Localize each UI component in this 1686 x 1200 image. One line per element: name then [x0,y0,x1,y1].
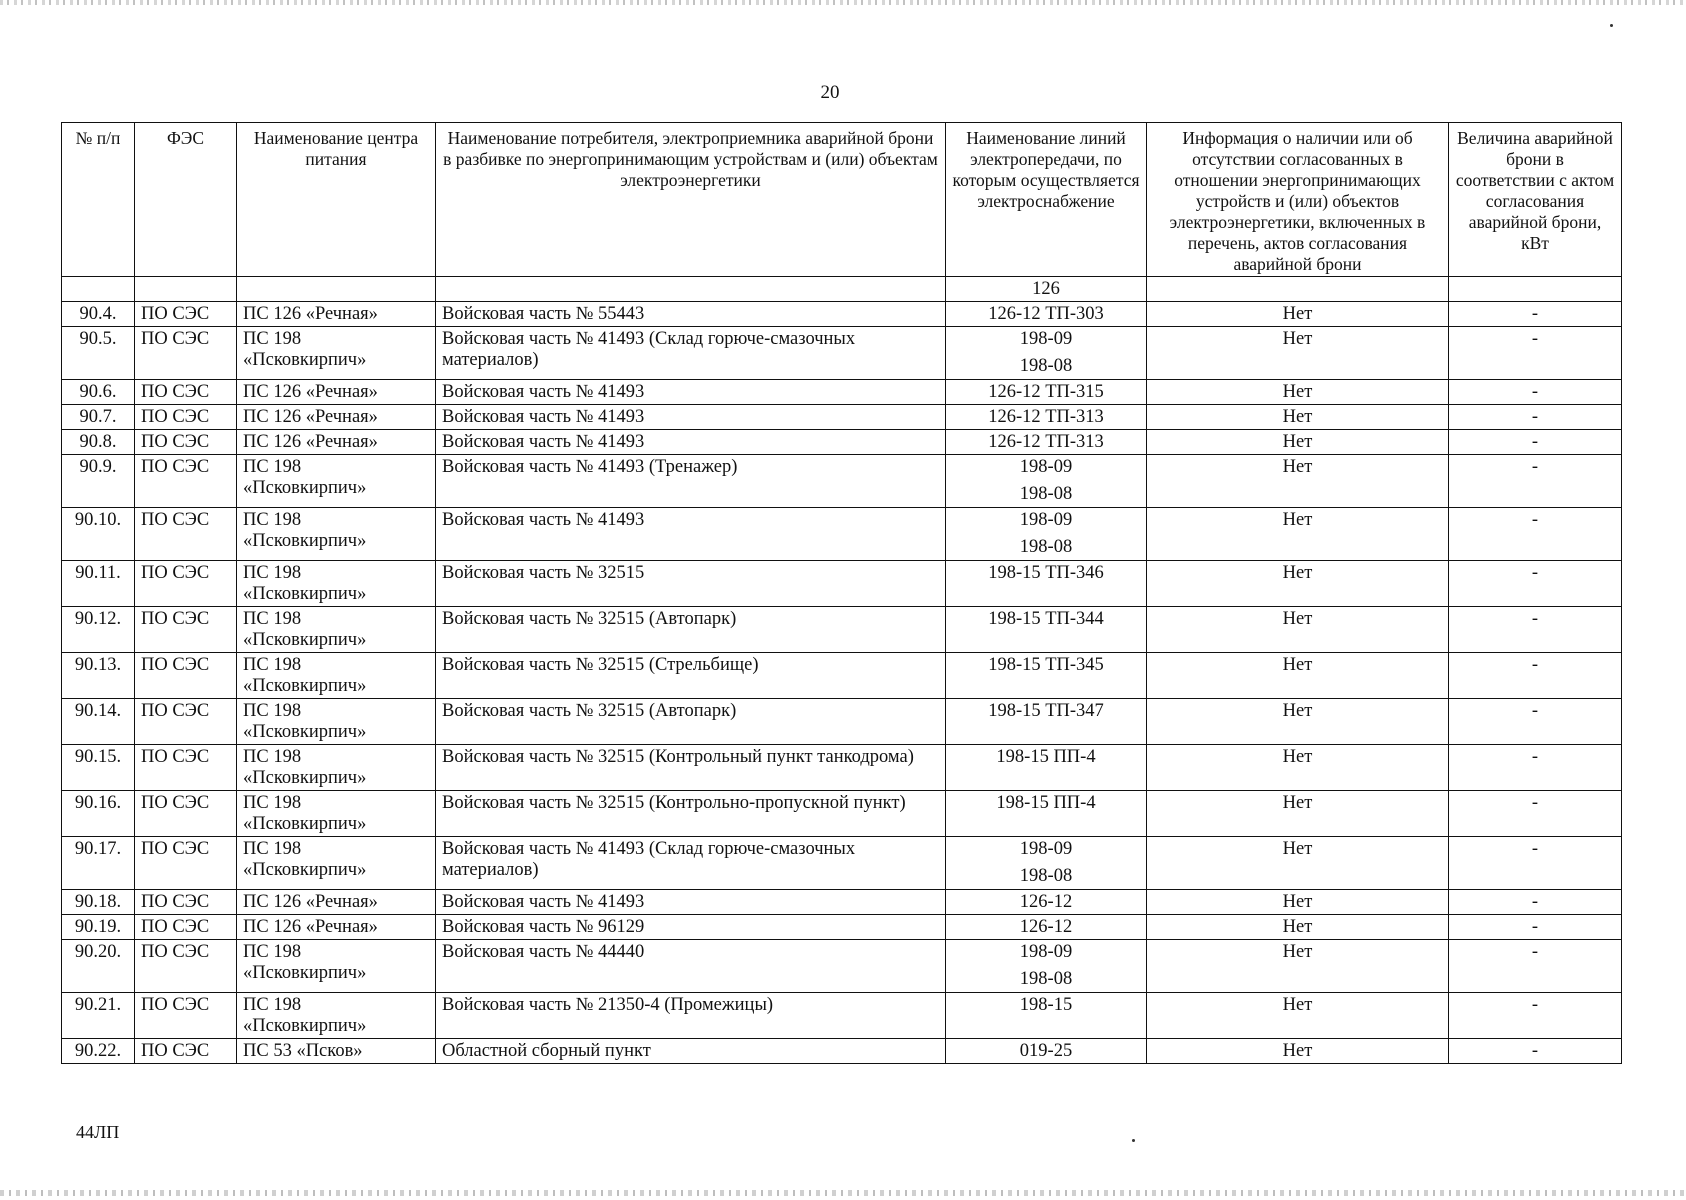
row-lines [946,405,1147,430]
table-row [62,430,1622,455]
row-number: 90.17. [62,837,135,890]
row-center: ПС 198 «Псковкирпич» [237,561,436,607]
header-lines: Наименование линий электропередачи, по которым осуществляется электроснабжение [946,123,1147,277]
row-fes: ПО СЭС [135,653,237,699]
row-number: 90.20. [62,940,135,993]
table-row [62,993,1622,1039]
row-value: - [1449,1039,1622,1064]
table-row [62,653,1622,699]
row-lines [946,993,1147,1039]
row-info: Нет [1147,561,1449,607]
row-line-name: 198-15 ТП-347 [988,701,1104,721]
row-center: ПС 198 «Псковкирпич» [237,699,436,745]
row-lines [946,430,1147,455]
row-info: Нет [1147,791,1449,837]
row-lines [946,791,1147,837]
row-lines [946,915,1147,940]
row-line-name: 198-09 [1019,457,1073,477]
header-value: Величина аварийной брони в соответствии с актом согласования аварийной брони, кВт [1449,123,1622,277]
row-center: ПС 126 «Речная» [237,915,436,940]
row-info: Нет [1147,915,1449,940]
row-consumer: Областной сборный пункт [436,1039,946,1064]
row-consumer: Войсковая часть № 41493 [436,430,946,455]
row-lines [946,745,1147,791]
table-row [62,455,1622,508]
row-center: ПС 126 «Речная» [237,380,436,405]
row-line-name: 198-08 [1019,537,1073,557]
scan-edge-bottom [0,1190,1686,1196]
row-consumer: Войсковая часть № 32515 (Автопарк) [436,607,946,653]
subheader-row [62,277,1622,302]
row-number: 90.13. [62,653,135,699]
row-number: 90.18. [62,890,135,915]
row-fes: ПО СЭС [135,791,237,837]
row-value: - [1449,993,1622,1039]
row-number: 90.4. [62,302,135,327]
table-row [62,1039,1622,1064]
row-info: Нет [1147,699,1449,745]
row-value: - [1449,699,1622,745]
row-fes: ПО СЭС [135,1039,237,1064]
header-center: Наименование центра питания [237,123,436,277]
row-consumer: Войсковая часть № 41493 [436,508,946,561]
row-value: - [1449,380,1622,405]
row-consumer: Войсковая часть № 55443 [436,302,946,327]
row-value: - [1449,745,1622,791]
row-fes: ПО СЭС [135,837,237,890]
row-info: Нет [1147,837,1449,890]
subheader-cell [436,277,946,302]
row-value: - [1449,302,1622,327]
row-number: 90.12. [62,607,135,653]
row-info: Нет [1147,327,1449,380]
table-row [62,405,1622,430]
row-line-name: 198-09 [1019,942,1073,962]
row-number: 90.22. [62,1039,135,1064]
row-fes: ПО СЭС [135,940,237,993]
row-value: - [1449,430,1622,455]
row-value: - [1449,837,1622,890]
subheader-cell [62,277,135,302]
row-lines [946,455,1147,508]
row-center: ПС 198 «Псковкирпич» [237,940,436,993]
row-value: - [1449,890,1622,915]
row-lines [946,302,1147,327]
row-consumer: Войсковая часть № 21350-4 (Промежицы) [436,993,946,1039]
row-center: ПС 198 «Псковкирпич» [237,993,436,1039]
row-lines [946,1039,1147,1064]
row-number: 90.16. [62,791,135,837]
header-info: Информация о наличии или об отсутствии согласованных в отношении энергопринимающих устройств и (или) объектов электроэнергетики, включенных в перечень, актов согласования аварийной брони [1147,123,1449,277]
row-number: 90.11. [62,561,135,607]
row-line-name: 198-08 [1019,484,1073,504]
row-fes: ПО СЭС [135,915,237,940]
table-row [62,890,1622,915]
row-line-name: 126-12 ТП-315 [988,382,1104,402]
row-consumer: Войсковая часть № 41493 [436,890,946,915]
scan-speck [1610,24,1613,27]
table-body [62,302,1622,1064]
row-line-name: 198-08 [1019,356,1073,376]
row-lines [946,561,1147,607]
row-consumer: Войсковая часть № 41493 (Склад горюче-смазочных материалов) [436,327,946,380]
row-line-name: 198-15 [1019,995,1073,1015]
row-number: 90.21. [62,993,135,1039]
footer-code: 44ЛП [76,1122,120,1142]
row-value: - [1449,455,1622,508]
row-line-name: 198-15 ТП-344 [988,609,1104,629]
subheader-cell [135,277,237,302]
row-info: Нет [1147,607,1449,653]
row-fes: ПО СЭС [135,302,237,327]
row-consumer: Войсковая часть № 41493 (Тренажер) [436,455,946,508]
row-center: ПС 53 «Псков» [237,1039,436,1064]
row-info: Нет [1147,653,1449,699]
header-fes: ФЭС [135,123,237,277]
row-number: 90.6. [62,380,135,405]
row-line-name: 198-15 ПП-4 [996,747,1096,767]
row-center: ПС 126 «Речная» [237,405,436,430]
table-row [62,380,1622,405]
row-info: Нет [1147,993,1449,1039]
row-consumer: Войсковая часть № 32515 (Контрольно-пропускной пункт) [436,791,946,837]
row-number: 90.5. [62,327,135,380]
row-number: 90.9. [62,455,135,508]
row-center: ПС 126 «Речная» [237,302,436,327]
row-line-name: 126-12 [1019,892,1073,912]
document-table [61,122,1622,1064]
table-row [62,915,1622,940]
row-center: ПС 198 «Псковкирпич» [237,327,436,380]
table-row [62,699,1622,745]
row-value: - [1449,561,1622,607]
row-lines [946,837,1147,890]
row-center: ПС 126 «Речная» [237,890,436,915]
row-line-name: 126-12 ТП-303 [988,304,1104,324]
row-info: Нет [1147,745,1449,791]
subheader-cell [237,277,436,302]
row-lines [946,327,1147,380]
row-consumer: Войсковая часть № 32515 (Стрельбище) [436,653,946,699]
row-fes: ПО СЭС [135,561,237,607]
row-lines [946,890,1147,915]
row-consumer: Войсковая часть № 41493 [436,380,946,405]
row-number: 90.10. [62,508,135,561]
row-lines [946,940,1147,993]
row-fes: ПО СЭС [135,327,237,380]
row-number: 90.7. [62,405,135,430]
row-line-name: 198-15 ТП-345 [988,655,1104,675]
subheader-lines: 126 [946,277,1147,302]
scan-edge-top [0,0,1686,5]
row-consumer: Войсковая часть № 32515 [436,561,946,607]
row-value: - [1449,508,1622,561]
row-line-name: 019-25 [1019,1041,1073,1061]
row-line-name: 198-15 ПП-4 [996,793,1096,813]
row-lines [946,699,1147,745]
row-fes: ПО СЭС [135,745,237,791]
row-info: Нет [1147,405,1449,430]
row-line-name: 126-12 ТП-313 [988,407,1104,427]
row-value: - [1449,791,1622,837]
row-number: 90.15. [62,745,135,791]
row-lines [946,508,1147,561]
row-consumer: Войсковая часть № 41493 [436,405,946,430]
row-center: ПС 198 «Псковкирпич» [237,455,436,508]
header-consumer: Наименование потребителя, электроприемника аварийной брони в разбивке по энергопринимающим устройствам и (или) объектам электроэнергетики [436,123,946,277]
row-fes: ПО СЭС [135,890,237,915]
row-fes: ПО СЭС [135,380,237,405]
page-number: 20 [820,82,840,103]
subheader-cell [1449,277,1622,302]
row-value: - [1449,915,1622,940]
row-line-name: 126-12 [1019,917,1073,937]
row-info: Нет [1147,1039,1449,1064]
row-number: 90.19. [62,915,135,940]
row-info: Нет [1147,890,1449,915]
row-value: - [1449,940,1622,993]
table-row [62,302,1622,327]
row-center: ПС 198 «Псковкирпич» [237,508,436,561]
row-consumer: Войсковая часть № 32515 (Контрольный пункт танкодрома) [436,745,946,791]
table-row [62,940,1622,993]
header-row [62,123,1622,277]
row-fes: ПО СЭС [135,455,237,508]
table-row [62,837,1622,890]
row-value: - [1449,607,1622,653]
row-fes: ПО СЭС [135,699,237,745]
scan-speck [1132,1139,1135,1142]
row-info: Нет [1147,430,1449,455]
row-info: Нет [1147,455,1449,508]
row-fes: ПО СЭС [135,993,237,1039]
table-row [62,508,1622,561]
row-center: ПС 198 «Псковкирпич» [237,745,436,791]
row-info: Нет [1147,508,1449,561]
row-value: - [1449,653,1622,699]
row-fes: ПО СЭС [135,430,237,455]
row-fes: ПО СЭС [135,607,237,653]
row-center: ПС 198 «Псковкирпич» [237,791,436,837]
row-value: - [1449,327,1622,380]
row-number: 90.8. [62,430,135,455]
table-row [62,791,1622,837]
row-line-name: 198-09 [1019,510,1073,530]
row-center: ПС 198 «Псковкирпич» [237,653,436,699]
row-line-name: 198-08 [1019,969,1073,989]
row-lines [946,653,1147,699]
header-num: № п/п [62,123,135,277]
row-info: Нет [1147,940,1449,993]
row-consumer: Войсковая часть № 32515 (Автопарк) [436,699,946,745]
row-center: ПС 126 «Речная» [237,430,436,455]
row-line-name: 198-08 [1019,866,1073,886]
table-row [62,561,1622,607]
row-info: Нет [1147,302,1449,327]
row-info: Нет [1147,380,1449,405]
row-line-name: 126-12 ТП-313 [988,432,1104,452]
row-number: 90.14. [62,699,135,745]
row-line-name: 198-09 [1019,839,1073,859]
subheader-cell [1147,277,1449,302]
row-center: ПС 198 «Псковкирпич» [237,607,436,653]
row-fes: ПО СЭС [135,405,237,430]
row-consumer: Войсковая часть № 44440 [436,940,946,993]
table-row [62,607,1622,653]
table-row [62,745,1622,791]
row-line-name: 198-15 ТП-346 [988,563,1104,583]
table-row [62,327,1622,380]
row-line-name: 198-09 [1019,329,1073,349]
row-fes: ПО СЭС [135,508,237,561]
row-lines [946,607,1147,653]
row-lines [946,380,1147,405]
row-consumer: Войсковая часть № 96129 [436,915,946,940]
row-consumer: Войсковая часть № 41493 (Склад горюче-смазочных материалов) [436,837,946,890]
row-center: ПС 198 «Псковкирпич» [237,837,436,890]
row-value: - [1449,405,1622,430]
